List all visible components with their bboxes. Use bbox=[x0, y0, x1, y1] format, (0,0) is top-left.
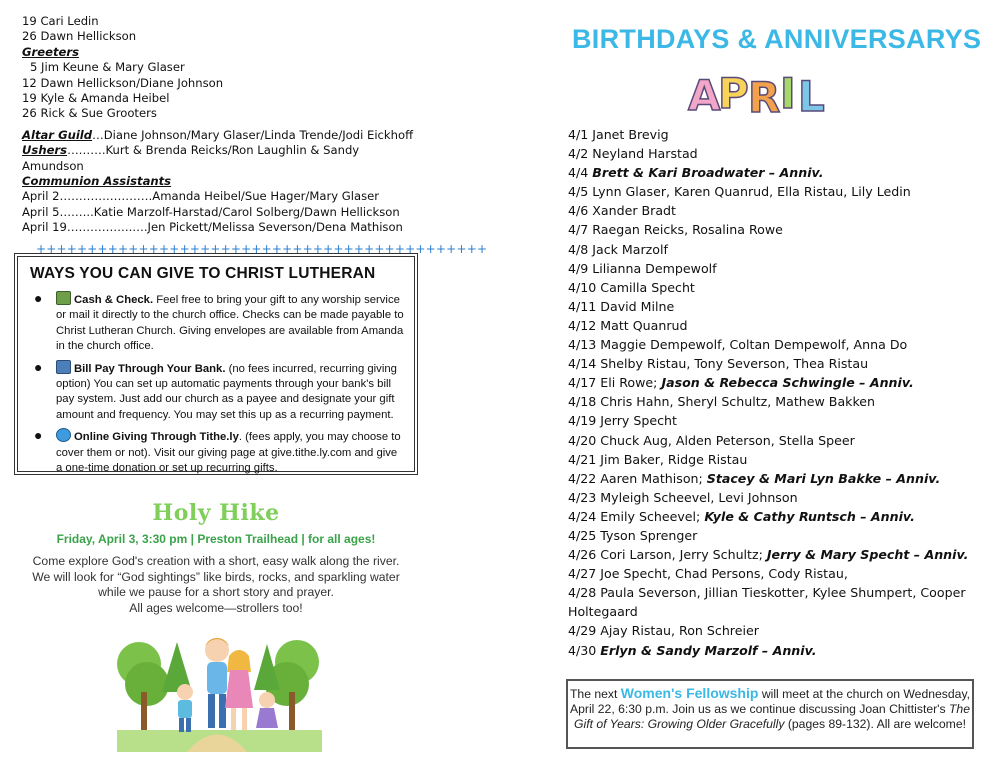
birthday-entry: 4/12 Matt Quanrud bbox=[568, 317, 688, 333]
giving-item-heading: Cash & Check. bbox=[74, 294, 154, 306]
giving-item-text: Feel free to bring your gift to any worship service or mail it directly to the church office. Checks can be made payable to Christ Lutheran Church. Giving envelopes are available from Amanda in the church office. bbox=[56, 294, 404, 353]
birthday-entry: 4/10 Camilla Specht bbox=[568, 279, 695, 295]
birthday-entry: 4/9 Lilianna Dempewolf bbox=[568, 260, 717, 276]
schedule-line: 19 Cari Ledin bbox=[22, 14, 99, 28]
greeter-line: 19 Kyle & Amanda Heibel bbox=[22, 91, 170, 106]
ushers-line bbox=[22, 143, 417, 174]
hike-text-line: Come explore God's creation with a short, easy walk along the river. bbox=[32, 554, 400, 568]
giving-item-billpay bbox=[30, 360, 404, 424]
communion-line: April 19……………..….Jen Pickett/Melissa Severson/Dena Mathison bbox=[22, 220, 403, 235]
holy-hike-title: Holy Hike bbox=[152, 500, 280, 526]
hike-text-line: We will look for “God sightings” like birds, rocks, and sparkling water bbox=[32, 569, 400, 584]
womens-fellowship-box: The next Women's Fellowship will meet at the church on Wednesday, April 22, 6:30 p.m. Join us as we continue discussing Joan Chittister's The Gift of Years: Growing Older Gracefully (pages 89-132). All are welcome! bbox=[566, 679, 974, 749]
cash-icon bbox=[56, 291, 71, 305]
giving-item-heading: Bill Pay Through Your Bank. bbox=[74, 362, 226, 375]
hike-text-line: All ages welcome—strollers too! bbox=[129, 600, 303, 615]
ushers-names: ……….Kurt & Brenda Reicks/Ron Laughlin & Sandy Amundson bbox=[22, 143, 360, 173]
book-title: The Gift of Years: Growing Older Gracefully bbox=[574, 702, 970, 732]
birthday-entry: 4/27 Joe Specht, Chad Persons, Cody Ristau, bbox=[568, 566, 848, 582]
greeter-line: 5 Jim Keune & Mary Glaser bbox=[30, 60, 185, 75]
birthday-entry: 4/22 Aaren Mathison; Stacey & Mari Lyn Bakke – Anniv. bbox=[568, 470, 941, 486]
hike-text-line: while we pause for a short story and prayer. bbox=[98, 585, 334, 599]
womens-fellowship-highlight: Women's Fellowship bbox=[620, 685, 759, 701]
giving-box bbox=[14, 253, 418, 475]
bullet-icon: ● bbox=[34, 358, 43, 375]
bank-icon bbox=[56, 360, 71, 374]
holy-hike-details: Friday, April 3, 3:30 pm | Preston Trailhead | for all ages! bbox=[56, 532, 376, 546]
birthday-entry: 4/17 Eli Rowe; Jason & Rebecca Schwingle – Anniv. bbox=[568, 375, 914, 391]
plus-divider: ++++++++++++++++++++++++++++++++++++++++++++ bbox=[36, 241, 488, 256]
communion-line: April 2……………………Amanda Heibel/Sue Hager/Mary Glaser bbox=[22, 189, 380, 204]
birthday-entry: 4/30 Erlyn & Sandy Marzolf – Anniv. bbox=[568, 642, 817, 658]
holy-hike-description bbox=[14, 554, 418, 616]
birthday-entry: 4/18 Chris Hahn, Sheryl Schultz, Mathew Bakken bbox=[568, 394, 876, 410]
family-hike-illustration bbox=[117, 622, 322, 752]
communion-line: April 5….…..Katie Marzolf-Harstad/Carol Solberg/Dawn Hellickson bbox=[22, 204, 400, 219]
svg-text:R: R bbox=[748, 73, 781, 122]
birthday-entry: 4/28 Paula Severson, Jillian Tieskotter, Kylee Shumpert, Cooper Holtegaard bbox=[568, 585, 966, 620]
greeter-line: 26 Rick & Sue Grooters bbox=[22, 106, 157, 121]
holy-hike-section bbox=[14, 500, 418, 616]
birthday-entry: 4/13 Maggie Dempewolf, Coltan Dempewolf, Anna Do bbox=[568, 337, 908, 353]
birthday-entry: 4/26 Cori Larson, Jerry Schultz; Jerry & Mary Specht – Anniv. bbox=[568, 547, 969, 563]
birthday-entry: 4/2 Neyland Harstad bbox=[568, 146, 698, 162]
birthday-entry: 4/5 Lynn Glaser, Karen Quanrud, Ella Ristau, Lily Ledin bbox=[568, 184, 911, 200]
april-art bbox=[684, 64, 840, 122]
bullet-icon: ● bbox=[34, 290, 43, 306]
schedule-line: 26 Dawn Hellickson bbox=[22, 29, 137, 44]
svg-text:A: A bbox=[688, 71, 721, 120]
svg-text:L: L bbox=[798, 72, 825, 121]
birthday-entry: 4/1 Janet Brevig bbox=[568, 127, 669, 142]
altar-guild-line bbox=[22, 128, 417, 143]
birthday-entry: 4/29 Ajay Ristau, Ron Schreier bbox=[568, 623, 759, 639]
globe-icon bbox=[56, 428, 71, 442]
volunteer-schedule bbox=[22, 14, 488, 257]
birthday-entry: 4/6 Xander Bradt bbox=[568, 203, 676, 219]
greeter-line: 12 Dawn Hellickson/Diane Johnson bbox=[22, 75, 224, 90]
giving-item-text: (no fees incurred, recurring giving option) You can set up automatic payments through your bank's bill pay system. Just add our church as a payee and designate your gift amount and frequency. You may set this up as a recurring payment. bbox=[56, 362, 397, 421]
birthday-entry: 4/14 Shelby Ristau, Tony Severson, Thea Ristau bbox=[568, 356, 869, 372]
birthday-entry: 4/20 Chuck Aug, Alden Peterson, Stella Speer bbox=[568, 432, 855, 448]
birthday-list bbox=[568, 125, 988, 660]
altar-guild-label: Altar Guild bbox=[22, 127, 93, 142]
birthdays-title: BIRTHDAYS & ANNIVERSARYS bbox=[572, 24, 982, 54]
giving-item-text: . (fees apply, you may choose to cover them or not). Visit our giving page at give.tithe.ly.com and give a one-time donation or set up recurring gifts. bbox=[56, 431, 401, 475]
ushers-label: Ushers bbox=[22, 143, 68, 158]
birthday-entry: 4/19 Jerry Specht bbox=[568, 413, 677, 429]
giving-item-online bbox=[30, 428, 404, 476]
birthday-entry: 4/4 Brett & Kari Broadwater – Anniv. bbox=[568, 165, 824, 181]
giving-title: WAYS YOU CAN GIVE TO CHRIST LUTHERAN bbox=[30, 265, 376, 282]
birthday-entry: 4/8 Jack Marzolf bbox=[568, 241, 668, 257]
svg-text:I: I bbox=[780, 69, 796, 118]
greeters-heading: Greeters bbox=[22, 44, 79, 59]
birthday-entry: 4/24 Emily Scheevel; Kyle & Cathy Runtsch – Anniv. bbox=[568, 508, 915, 524]
communion-heading: Communion Assistants bbox=[22, 174, 172, 189]
bullet-icon: ● bbox=[34, 427, 43, 444]
svg-text:P: P bbox=[718, 69, 749, 118]
birthday-entry: 4/11 David Milne bbox=[568, 298, 675, 314]
altar-guild-names: …Diane Johnson/Mary Glaser/Linda Trende/Jodi Eickhoff bbox=[92, 127, 414, 142]
giving-item-cash bbox=[30, 291, 404, 355]
birthday-entry: 4/21 Jim Baker, Ridge Ristau bbox=[568, 451, 748, 467]
birthday-entry: 4/23 Myleigh Scheevel, Levi Johnson bbox=[568, 489, 798, 505]
birthday-entry: 4/25 Tyson Sprenger bbox=[568, 527, 698, 543]
birthday-entry: 4/7 Raegan Reicks, Rosalina Rowe bbox=[568, 222, 783, 238]
giving-item-heading: Online Giving Through Tithe.ly bbox=[74, 431, 239, 444]
